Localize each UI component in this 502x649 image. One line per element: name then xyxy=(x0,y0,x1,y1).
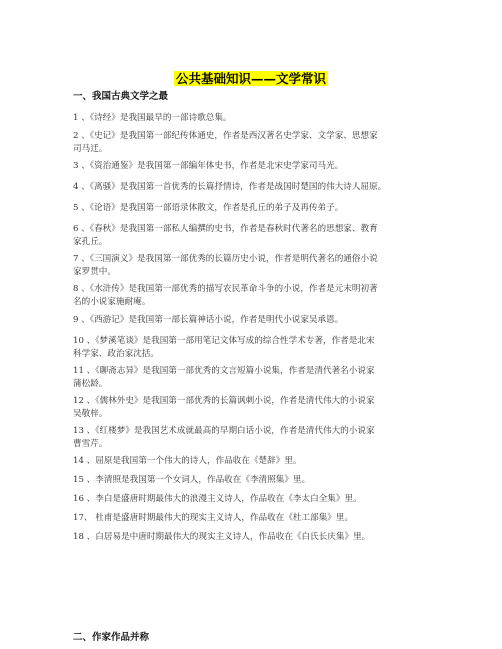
list-item xyxy=(73,160,438,173)
list-item-line: 科学家、政治家沈括。 xyxy=(73,348,159,359)
list-item xyxy=(73,395,438,420)
list-item-line: 曹雪芹。 xyxy=(73,438,108,449)
list-item xyxy=(73,493,438,506)
list-item-line: 17、 杜甫是盛唐时期最伟大的现实主义诗人，作品收在《杜工部集》里。 xyxy=(73,513,354,523)
list-item-line: 2 、《史记》是我国第一部纪传体通史，作者是西汉著名史学家、文学家、思想家 xyxy=(73,131,378,141)
list-item-line: 8 、《水浒传》是我国第一部优秀的描写农民革命斗争的小说，作者是元末明初著 xyxy=(73,284,378,294)
list-item xyxy=(73,223,438,248)
title-wrap xyxy=(0,68,502,87)
list-item-line: 家孔丘。 xyxy=(73,236,108,247)
list-item-line: 家罗贯中。 xyxy=(73,266,116,277)
list-item xyxy=(73,455,438,468)
list-item-line: 11 、《聊斋志异》是我国第一部优秀的文言短篇小说集，作者是清代著名小说家 xyxy=(73,366,375,376)
list-item-line: 16 、李白是盛唐时期最伟大的浪漫主义诗人，作品收在《李太白全集》里。 xyxy=(73,494,362,504)
list-item-line: 7 、《三国演义》是我国第一部优秀的长篇历史小说，作者是明代著名的通俗小说 xyxy=(73,254,378,264)
list-item-line: 1 、《诗经》是我国最早的一部诗歌总集。 xyxy=(73,113,232,123)
list-item xyxy=(73,253,438,278)
list-item-line: 10 、《梦溪笔谈》是我国第一部用笔记文体写成的综合性学术专著，作者是北宋 xyxy=(73,336,375,346)
list-item-line: 吴敬梓。 xyxy=(73,408,108,419)
list-item xyxy=(73,112,438,125)
list-item xyxy=(73,335,438,360)
list-item xyxy=(73,512,438,525)
list-item-line: 13 、《红楼梦》是我国艺术成就最高的早期白话小说，作者是清代伟大的小说家 xyxy=(73,426,375,436)
list-item-line: 9 、《西游记》是我国第一部长篇神话小说，作者是明代小说家吴承恩。 xyxy=(73,315,344,325)
section-heading-1: 一、我国古典文学之最 xyxy=(73,91,169,102)
list-item xyxy=(73,365,438,390)
list-item-line: 司马迁。 xyxy=(73,143,108,154)
list-item-line: 14 、屈原是我国第一个伟大的诗人，作品收在《楚辞》里。 xyxy=(73,456,302,466)
document-title: 公共基础知识——文学常识 xyxy=(175,71,326,86)
list-item xyxy=(73,130,438,155)
list-item-line: 名的小说家施耐庵。 xyxy=(73,296,151,307)
section-heading-2: 二、作家作品并称 xyxy=(73,632,150,643)
list-item xyxy=(73,425,438,450)
list-item xyxy=(73,181,438,194)
list-item-line: 18 、白居易是中唐时期最伟大的现实主义诗人，作品收在《白氏长庆集》里。 xyxy=(73,532,371,542)
list-item xyxy=(73,314,438,327)
list-item-line: 蒲松龄。 xyxy=(73,378,108,389)
list-item-line: 5 、《论语》是我国第一部语录体散文，作者是孔丘的弟子及再传弟子。 xyxy=(73,203,344,213)
list-item xyxy=(73,283,438,308)
list-item xyxy=(73,202,438,215)
list-item-line: 15 、李清照是我国第一个女词人，作品收在《李清照集》里。 xyxy=(73,475,311,485)
list-item-line: 4 、《离骚》是我国第一首优秀的长篇抒情诗，作者是战国时楚国的伟大诗人屈原。 xyxy=(73,182,387,192)
list-item xyxy=(73,474,438,487)
list-item xyxy=(73,531,438,544)
list-item-line: 3 、《资治通鉴》是我国第一部编年体史书，作者是北宋史学家司马光。 xyxy=(73,161,344,171)
list-item-line: 6 、《春秋》是我国第一部私人编撰的史书，作者是春秋时代著名的思想家、教育 xyxy=(73,224,378,234)
list-item-line: 12 、《儒林外史》是我国第一部优秀的长篇讽刺小说，作者是清代伟大的小说家 xyxy=(73,396,375,406)
